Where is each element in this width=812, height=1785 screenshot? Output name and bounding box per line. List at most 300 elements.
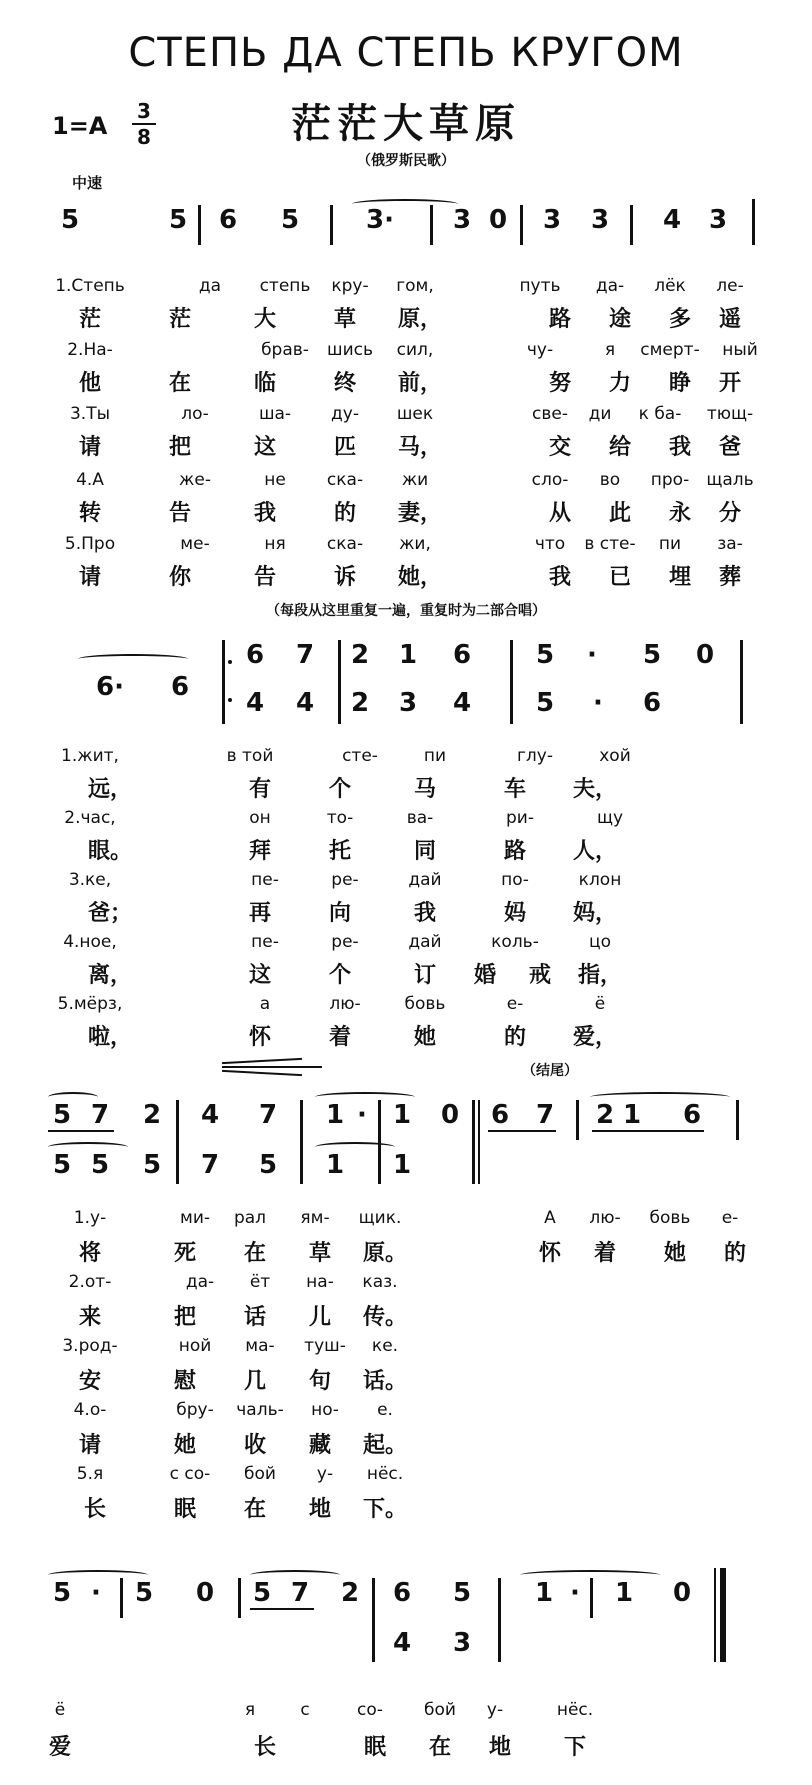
time-signature-bottom: 8 bbox=[137, 125, 151, 149]
lyric-syllable: 眼。 bbox=[87, 838, 133, 864]
lyric-syllable: 爱， bbox=[572, 1024, 618, 1050]
lyric-syllable: с bbox=[300, 1700, 310, 1720]
lyric-syllable: 在 bbox=[428, 1734, 452, 1760]
note: 5 bbox=[168, 205, 188, 235]
lyric-syllable: 原。 bbox=[362, 1240, 408, 1266]
lyric-syllable: 地 bbox=[308, 1496, 332, 1522]
note: 0 bbox=[195, 1578, 215, 1608]
lyric-syllable: щу bbox=[596, 808, 624, 828]
lyric-syllable: а bbox=[259, 994, 271, 1014]
lyric-syllable: то- bbox=[326, 808, 354, 828]
lyric-syllable: щаль bbox=[706, 470, 754, 490]
lyric-syllable: 开 bbox=[718, 370, 742, 396]
lyric-syllable: 的 bbox=[503, 1024, 527, 1050]
note: 2 bbox=[340, 1578, 360, 1608]
lyric-syllable: ре- bbox=[331, 932, 359, 952]
note: 4 bbox=[662, 205, 682, 235]
lyric-syllable: 同 bbox=[413, 838, 437, 864]
lyric-syllable: во bbox=[599, 470, 621, 490]
final-barline bbox=[720, 1568, 726, 1662]
note: 1 bbox=[392, 1150, 412, 1180]
lyric-syllable: он bbox=[249, 808, 271, 828]
lyric-syllable: 途 bbox=[608, 306, 632, 332]
lyric-syllable: глу- bbox=[517, 746, 553, 766]
note: 5 bbox=[52, 1150, 72, 1180]
note: 6 bbox=[452, 640, 472, 670]
lyric-syllable: 妈 bbox=[503, 900, 527, 926]
lyric-syllable: путь bbox=[519, 276, 561, 296]
lyric-syllable: 此 bbox=[608, 500, 632, 526]
lyric-syllable: с со- bbox=[169, 1464, 211, 1484]
lyric-syllable: 我 bbox=[548, 564, 572, 590]
note: 7 bbox=[535, 1100, 555, 1130]
lyric-syllable: 长 bbox=[83, 1496, 107, 1522]
lyric-syllable: 临 bbox=[253, 370, 277, 396]
lyric-syllable: 我 bbox=[668, 434, 692, 460]
lyric-syllable: 下。 bbox=[362, 1496, 408, 1522]
lyric-syllable: 匹 bbox=[333, 434, 357, 460]
lyric-syllable: 她， bbox=[397, 564, 443, 590]
lyric-syllable: хой bbox=[599, 746, 631, 766]
lyric-syllable: 话 bbox=[243, 1304, 267, 1330]
note: 4 bbox=[295, 688, 315, 718]
lyric-syllable: да bbox=[198, 276, 222, 296]
note: 6 bbox=[218, 205, 238, 235]
lyric-syllable: 2.от- bbox=[68, 1272, 112, 1292]
barline bbox=[736, 1100, 739, 1140]
lyric-syllable: бовь bbox=[649, 1208, 691, 1228]
barline bbox=[510, 640, 513, 724]
lyric-syllable: 订 bbox=[413, 962, 437, 988]
lyric-syllable: 转 bbox=[78, 500, 102, 526]
lyric-syllable: 慰 bbox=[173, 1368, 197, 1394]
lyric-syllable: дай bbox=[408, 870, 442, 890]
lyric-syllable: 这 bbox=[253, 434, 277, 460]
lyric-syllable: ё bbox=[54, 1700, 66, 1720]
repeat-end-barline bbox=[472, 1100, 475, 1184]
lyric-syllable: 她 bbox=[663, 1240, 687, 1266]
lyric-syllable: степь bbox=[259, 276, 311, 296]
time-signature bbox=[132, 100, 156, 148]
note: 3 bbox=[708, 205, 728, 235]
lyric-syllable: 草 bbox=[333, 306, 357, 332]
note: 5 bbox=[134, 1578, 154, 1608]
note: 4 bbox=[200, 1100, 220, 1130]
lyric-syllable: 已 bbox=[608, 564, 632, 590]
note: 6 bbox=[170, 672, 190, 702]
repeat-dot bbox=[228, 660, 232, 664]
lyric-syllable: 给 bbox=[608, 434, 632, 460]
lyric-syllable: 的 bbox=[333, 500, 357, 526]
lyric-syllable: 眠 bbox=[363, 1734, 387, 1760]
lyric-syllable: про- bbox=[650, 470, 690, 490]
lyric-syllable: пи bbox=[423, 746, 447, 766]
lyric-syllable: 请 bbox=[78, 564, 102, 590]
lyric-syllable: 将 bbox=[78, 1240, 102, 1266]
lyric-syllable: 茫 bbox=[78, 306, 102, 332]
lyric-syllable: 下 bbox=[563, 1734, 587, 1760]
lyric-syllable: лёк bbox=[654, 276, 686, 296]
note: 5 bbox=[258, 1150, 278, 1180]
barline bbox=[176, 1100, 179, 1184]
lyric-syllable: ной bbox=[178, 1336, 212, 1356]
lyric-syllable: 在 bbox=[168, 370, 192, 396]
note: 4 bbox=[452, 688, 472, 718]
lyric-syllable: ду- bbox=[331, 404, 359, 424]
lyric-syllable: цо bbox=[589, 932, 611, 952]
note: 7 bbox=[290, 1578, 310, 1608]
lyric-syllable: 3.Ты bbox=[69, 404, 111, 424]
lyric-syllable: бру- bbox=[176, 1400, 214, 1420]
beam bbox=[48, 1130, 114, 1132]
lyric-syllable: 多 bbox=[668, 306, 692, 332]
lyric-syllable: со- bbox=[357, 1700, 383, 1720]
note: 0 bbox=[440, 1100, 460, 1130]
lyric-syllable: 茫 bbox=[168, 306, 192, 332]
lyric-syllable: 告 bbox=[168, 500, 192, 526]
note: 7 bbox=[90, 1100, 110, 1130]
barline bbox=[630, 205, 633, 245]
note: 1 bbox=[398, 640, 418, 670]
note: 5 bbox=[52, 1100, 72, 1130]
lyric-syllable: 告 bbox=[253, 564, 277, 590]
song-title-russian: СТЕПЬ ДА СТЕПЬ КРУГОМ bbox=[128, 30, 684, 76]
lyric-syllable: гом, bbox=[396, 276, 434, 296]
final-barline bbox=[714, 1568, 716, 1662]
lyric-syllable: 诉 bbox=[333, 564, 357, 590]
note: 3 bbox=[452, 205, 472, 235]
barline bbox=[238, 1578, 241, 1618]
note: 5 bbox=[535, 688, 555, 718]
lyric-syllable: лю- bbox=[589, 1208, 621, 1228]
song-origin: （俄罗斯民歌） bbox=[357, 153, 455, 169]
lyric-syllable: ша- bbox=[258, 404, 292, 424]
lyric-syllable: 他 bbox=[78, 370, 102, 396]
lyric-syllable: све- bbox=[532, 404, 568, 424]
repeat-instruction: （每段从这里重复一遍，重复时为二部合唱） bbox=[266, 603, 546, 619]
barline bbox=[330, 205, 333, 245]
note: 3 bbox=[542, 205, 562, 235]
barline bbox=[752, 199, 755, 245]
note: · bbox=[570, 1578, 580, 1608]
note: · bbox=[91, 1578, 101, 1608]
key-signature: 1=A bbox=[52, 112, 108, 140]
lyric-syllable: шек bbox=[396, 404, 434, 424]
note: 7 bbox=[295, 640, 315, 670]
lyric-syllable: брав- bbox=[261, 340, 309, 360]
lyric-syllable: ри- bbox=[506, 808, 534, 828]
tie bbox=[78, 654, 188, 664]
lyric-syllable: сил, bbox=[396, 340, 434, 360]
note: 2 bbox=[142, 1100, 162, 1130]
lyric-syllable: 话。 bbox=[362, 1368, 408, 1394]
lyric-syllable: нёс. bbox=[366, 1464, 404, 1484]
beam bbox=[250, 1608, 314, 1610]
lyric-syllable: 向 bbox=[328, 900, 352, 926]
accent-line bbox=[222, 1066, 322, 1068]
lyric-syllable: 拜 bbox=[248, 838, 272, 864]
lyric-syllable: чаль- bbox=[236, 1400, 284, 1420]
barline bbox=[120, 1578, 123, 1618]
lyric-syllable: 眠 bbox=[173, 1496, 197, 1522]
lyric-syllable: нёс. bbox=[556, 1700, 594, 1720]
lyric-syllable: 4.о- bbox=[73, 1400, 107, 1420]
lyric-syllable: 5.Про bbox=[64, 534, 116, 554]
lyric-syllable: тющ- bbox=[706, 404, 754, 424]
lyric-syllable: 2.На- bbox=[67, 340, 113, 360]
lyric-syllable: 埋 bbox=[668, 564, 692, 590]
note: 0 bbox=[672, 1578, 692, 1608]
lyric-syllable: пе- bbox=[251, 932, 279, 952]
lyric-syllable: 戒 bbox=[528, 962, 552, 988]
lyric-syllable: 远， bbox=[87, 776, 133, 802]
crescendo-hairpin bbox=[222, 1058, 302, 1064]
lyric-syllable: 夫， bbox=[572, 776, 618, 802]
barline bbox=[576, 1100, 579, 1140]
lyric-syllable: е- bbox=[506, 994, 524, 1014]
note: 5 bbox=[252, 1578, 272, 1608]
lyric-syllable: по- bbox=[501, 870, 529, 890]
lyric-syllable: 1.Степь bbox=[55, 276, 125, 296]
lyric-syllable: 妈， bbox=[572, 900, 618, 926]
note: 4 bbox=[245, 688, 265, 718]
lyric-syllable: 5.мёрз, bbox=[57, 994, 123, 1014]
lyric-syllable: ям- bbox=[300, 1208, 330, 1228]
lyric-syllable: 请 bbox=[78, 434, 102, 460]
tempo-marking: 中速 bbox=[72, 174, 103, 192]
repeat-end-barline bbox=[478, 1100, 480, 1184]
note: 6 bbox=[642, 688, 662, 718]
lyric-syllable: 几 bbox=[243, 1368, 267, 1394]
lyric-syllable: бой bbox=[424, 1700, 456, 1720]
lyric-syllable: 她 bbox=[173, 1432, 197, 1458]
lyric-syllable: 藏 bbox=[308, 1432, 332, 1458]
lyric-syllable: в сте- bbox=[584, 534, 636, 554]
lyric-syllable: 4.ное, bbox=[63, 932, 117, 952]
note: 5 bbox=[535, 640, 555, 670]
lyric-syllable: 爸； bbox=[87, 900, 133, 926]
lyric-syllable: 着 bbox=[593, 1240, 617, 1266]
beam bbox=[592, 1130, 704, 1132]
note: 6 bbox=[490, 1100, 510, 1130]
barline bbox=[372, 1578, 375, 1662]
note: 2 bbox=[595, 1100, 615, 1130]
lyric-syllable: ска- bbox=[326, 534, 364, 554]
note: · bbox=[357, 1100, 367, 1130]
lyric-syllable: клон bbox=[578, 870, 622, 890]
lyric-syllable: 收 bbox=[243, 1432, 267, 1458]
lyric-syllable: чу- bbox=[526, 340, 554, 360]
coda-label: （结尾） bbox=[522, 1063, 578, 1079]
lyric-syllable: 长 bbox=[253, 1734, 277, 1760]
lyric-syllable: да- bbox=[185, 1272, 215, 1292]
lyric-syllable: 句 bbox=[308, 1368, 332, 1394]
note: 5 bbox=[142, 1150, 162, 1180]
lyric-syllable: на- bbox=[306, 1272, 334, 1292]
lyric-syllable: 努 bbox=[548, 370, 572, 396]
lyric-syllable: у- bbox=[316, 1464, 334, 1484]
lyric-syllable: ный bbox=[722, 340, 758, 360]
lyric-syllable: 地 bbox=[488, 1734, 512, 1760]
lyric-syllable: ме- bbox=[180, 534, 210, 554]
lyric-syllable: 在 bbox=[243, 1496, 267, 1522]
lyric-syllable: к ба- bbox=[638, 404, 682, 424]
note: 5 bbox=[642, 640, 662, 670]
lyric-syllable: лю- bbox=[329, 994, 361, 1014]
lyric-syllable: не bbox=[264, 470, 286, 490]
barline bbox=[338, 640, 341, 724]
lyric-syllable: 请 bbox=[78, 1432, 102, 1458]
lyric-syllable: ке. bbox=[371, 1336, 399, 1356]
lyric-syllable: за- bbox=[717, 534, 743, 554]
note: 1 bbox=[325, 1150, 345, 1180]
lyric-syllable: 4.А bbox=[76, 470, 104, 490]
barline bbox=[520, 205, 523, 245]
lyric-syllable: 离， bbox=[87, 962, 133, 988]
lyric-syllable: ё bbox=[594, 994, 606, 1014]
lyric-syllable: 啦， bbox=[87, 1024, 133, 1050]
lyric-syllable: жи, bbox=[399, 534, 431, 554]
lyric-syllable: жи bbox=[401, 470, 429, 490]
repeat-dot bbox=[228, 698, 232, 702]
lyric-syllable: рал bbox=[233, 1208, 267, 1228]
lyric-syllable: 前， bbox=[397, 370, 443, 396]
lyric-syllable: 把 bbox=[168, 434, 192, 460]
note: 3 bbox=[452, 1628, 472, 1658]
lyric-syllable: кру- bbox=[331, 276, 369, 296]
lyric-syllable: 睁 bbox=[668, 370, 692, 396]
lyric-syllable: сте- bbox=[342, 746, 378, 766]
note: 1 bbox=[534, 1578, 554, 1608]
lyric-syllable: щик. bbox=[358, 1208, 402, 1228]
barline bbox=[590, 1578, 593, 1618]
note: 2 bbox=[350, 688, 370, 718]
lyric-syllable: 来 bbox=[78, 1304, 102, 1330]
lyric-syllable: 力 bbox=[608, 370, 632, 396]
note: 5 bbox=[52, 1578, 72, 1608]
lyric-syllable: пи bbox=[658, 534, 682, 554]
note: 6 bbox=[245, 640, 265, 670]
lyric-syllable: ска- bbox=[326, 470, 364, 490]
lyric-syllable: 她 bbox=[413, 1024, 437, 1050]
lyric-syllable: 原， bbox=[397, 306, 443, 332]
lyric-syllable: ло- bbox=[181, 404, 209, 424]
lyric-syllable: 把 bbox=[173, 1304, 197, 1330]
note: 6 bbox=[392, 1578, 412, 1608]
lyric-syllable: 爸 bbox=[718, 434, 742, 460]
crescendo-hairpin bbox=[222, 1070, 302, 1076]
note: 7 bbox=[258, 1100, 278, 1130]
note: 6 bbox=[682, 1100, 702, 1130]
note: 1 bbox=[622, 1100, 642, 1130]
lyric-syllable: 的 bbox=[723, 1240, 747, 1266]
barline bbox=[740, 640, 743, 724]
lyric-syllable: же- bbox=[179, 470, 211, 490]
lyric-syllable: 着 bbox=[328, 1024, 352, 1050]
lyric-syllable: каз. bbox=[362, 1272, 398, 1292]
lyric-syllable: туш- bbox=[304, 1336, 346, 1356]
lyric-syllable: 葬 bbox=[718, 564, 742, 590]
note: 3 bbox=[398, 688, 418, 718]
lyric-syllable: дай bbox=[408, 932, 442, 952]
lyric-syllable: ди bbox=[588, 404, 612, 424]
lyric-syllable: ва- bbox=[406, 808, 434, 828]
lyric-syllable: е. bbox=[377, 1400, 393, 1420]
lyric-syllable: сло- bbox=[531, 470, 569, 490]
note: 3· bbox=[366, 205, 394, 235]
lyric-syllable: 指， bbox=[577, 962, 623, 988]
lyric-syllable: ле- bbox=[716, 276, 744, 296]
beam bbox=[488, 1130, 556, 1132]
lyric-syllable: 你 bbox=[168, 564, 192, 590]
time-signature-top: 3 bbox=[137, 99, 151, 123]
lyric-syllable: е- bbox=[721, 1208, 739, 1228]
lyric-syllable: 3.ке, bbox=[68, 870, 112, 890]
note: 1 bbox=[614, 1578, 634, 1608]
lyric-syllable: шись bbox=[327, 340, 373, 360]
lyric-syllable: 婚 bbox=[473, 962, 497, 988]
lyric-syllable: ёт bbox=[249, 1272, 271, 1292]
lyric-syllable: 5.я bbox=[76, 1464, 104, 1484]
lyric-syllable: 人， bbox=[572, 838, 618, 864]
lyric-syllable: ня bbox=[264, 534, 286, 554]
lyric-syllable: бой bbox=[244, 1464, 276, 1484]
note: 6· bbox=[96, 672, 124, 702]
repeat-barline bbox=[222, 640, 225, 724]
note: 5 bbox=[452, 1578, 472, 1608]
note: 3 bbox=[590, 205, 610, 235]
lyric-syllable: 交 bbox=[548, 434, 572, 460]
lyric-syllable: 1.у- bbox=[73, 1208, 107, 1228]
barline bbox=[430, 205, 433, 245]
lyric-syllable: 路 bbox=[548, 306, 572, 332]
lyric-syllable: 车 bbox=[503, 776, 527, 802]
note: 4 bbox=[392, 1628, 412, 1658]
note: 0 bbox=[488, 205, 508, 235]
lyric-syllable: 有 bbox=[248, 776, 272, 802]
lyric-syllable: 托 bbox=[328, 838, 352, 864]
note: 1 bbox=[325, 1100, 345, 1130]
lyric-syllable: 大 bbox=[253, 306, 277, 332]
song-title-chinese: 茫茫大草原 bbox=[291, 100, 521, 147]
lyric-syllable: 遥 bbox=[718, 306, 742, 332]
lyric-syllable: 爱 bbox=[48, 1734, 72, 1760]
lyric-syllable: что bbox=[534, 534, 566, 554]
lyric-syllable: у- bbox=[486, 1700, 504, 1720]
lyric-syllable: 3.род- bbox=[62, 1336, 118, 1356]
note: 5 bbox=[90, 1150, 110, 1180]
note: · bbox=[593, 688, 603, 718]
lyric-syllable: 我 bbox=[413, 900, 437, 926]
note: 5 bbox=[60, 205, 80, 235]
lyric-syllable: пе- bbox=[251, 870, 279, 890]
lyric-syllable: да- bbox=[595, 276, 625, 296]
lyric-syllable: ре- bbox=[331, 870, 359, 890]
lyric-syllable: 分 bbox=[718, 500, 742, 526]
lyric-syllable: 马， bbox=[397, 434, 443, 460]
barline bbox=[498, 1578, 501, 1662]
lyric-syllable: 再 bbox=[248, 900, 272, 926]
lyric-syllable: 安 bbox=[78, 1368, 102, 1394]
note: 7 bbox=[200, 1150, 220, 1180]
lyric-syllable: 妻， bbox=[397, 500, 443, 526]
lyric-syllable: 个 bbox=[328, 776, 352, 802]
lyric-syllable: ма- bbox=[245, 1336, 275, 1356]
note: 0 bbox=[695, 640, 715, 670]
note: 1 bbox=[392, 1100, 412, 1130]
lyric-syllable: я bbox=[244, 1700, 256, 1720]
lyric-syllable: смерт- bbox=[640, 340, 700, 360]
